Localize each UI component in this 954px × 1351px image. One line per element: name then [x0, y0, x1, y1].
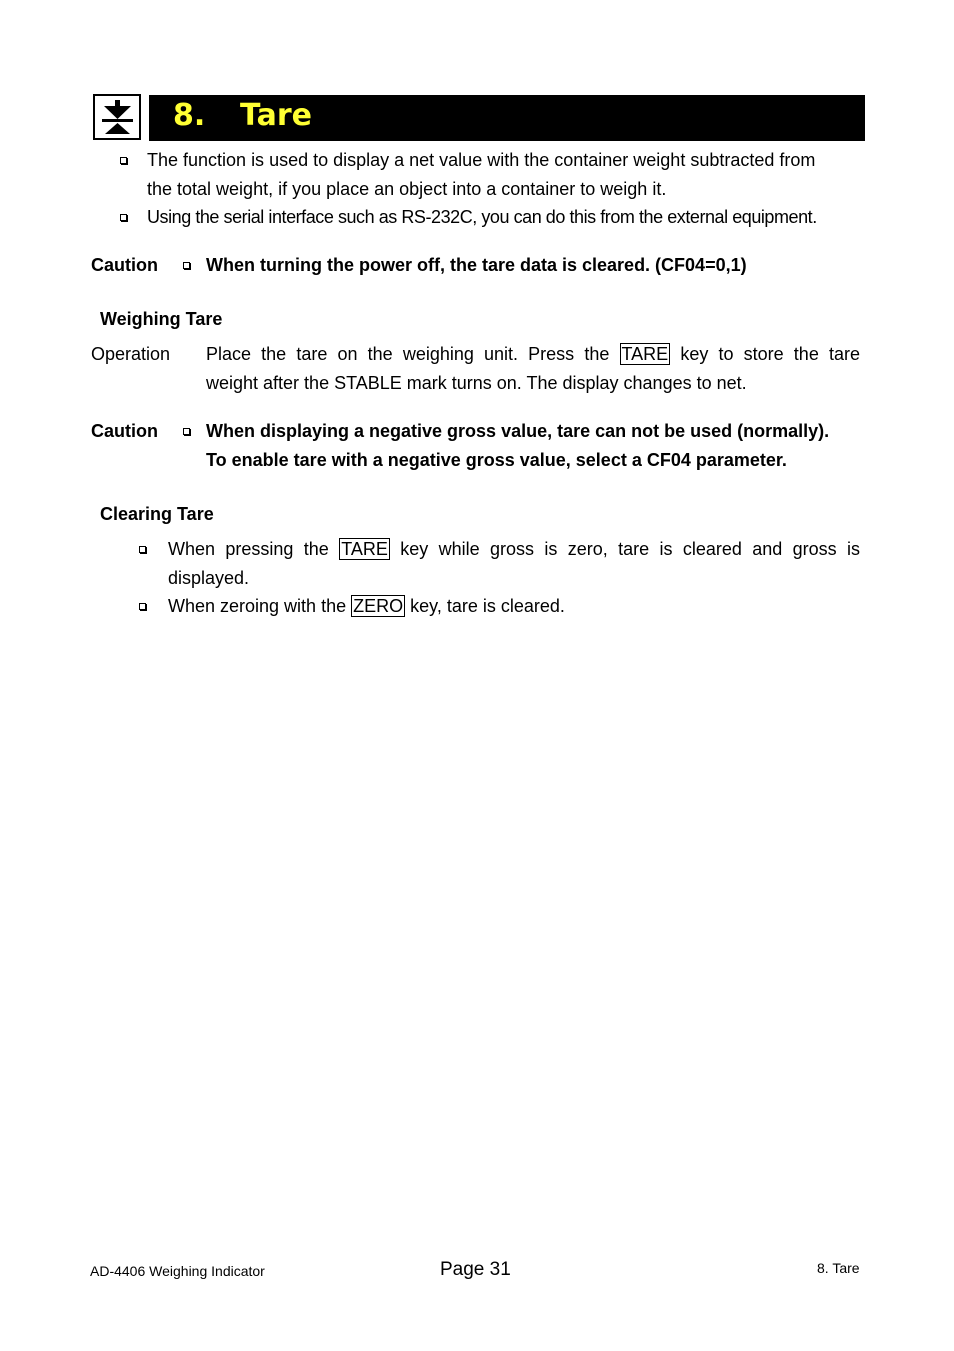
caution-2-line-1: When displaying a negative gross value, tare can not be used (normally). — [206, 421, 830, 441]
operation-label: Operation — [91, 344, 171, 364]
clearing-bullet-2-post: key, tare is cleared. — [410, 596, 565, 616]
tare-key-label-2: TARE — [341, 539, 388, 559]
bullet-icon — [120, 214, 127, 221]
bullet-icon — [183, 428, 190, 435]
clearing-bullet-1-line-1 — [168, 538, 860, 560]
weighing-tare-heading: Weighing Tare — [100, 309, 223, 329]
operation-line-1 — [206, 343, 860, 365]
clearing-bullet-1-post: key while gross is zero, tare is cleared and gross is — [400, 539, 860, 559]
caution-text: When turning the power off, the tare data is cleared. (CF04=0,1) — [206, 255, 747, 275]
operation-line-1-post: key to store the tare — [680, 344, 860, 364]
tare-arrow-icon — [95, 96, 139, 138]
operation-line-1-pre: Place the tare on the weighing unit. Press the — [206, 344, 610, 364]
clearing-bullet-2 — [168, 595, 565, 617]
clearing-bullet-1-pre: When pressing the — [168, 539, 329, 559]
clearing-tare-heading: Clearing Tare — [100, 504, 214, 524]
section-number: 8. — [173, 98, 206, 133]
caution-label: Caution — [91, 255, 158, 275]
bullet-icon — [120, 157, 127, 164]
tare-key-label: TARE — [621, 344, 669, 364]
intro-bullet-1-line-1: The function is used to display a net value with the container weight subtracted from — [147, 150, 816, 170]
footer-section: 8. Tare — [817, 1260, 860, 1276]
section-title: Tare — [240, 98, 312, 133]
tare-icon — [93, 94, 141, 140]
intro-bullet-2: Using the serial interface such as RS-232C, you can do this from the external equipment. — [147, 207, 817, 227]
caution-2-line-2: To enable tare with a negative gross value, select a CF04 parameter. — [206, 450, 787, 470]
caution-label-2: Caution — [91, 421, 158, 441]
footer-page-number: Page 31 — [440, 1259, 511, 1280]
bullet-icon — [183, 262, 190, 269]
bullet-icon — [139, 603, 146, 610]
clearing-bullet-1-line-2: displayed. — [168, 568, 250, 588]
clearing-bullet-2-pre: When zeroing with the — [168, 596, 347, 616]
bullet-icon — [139, 546, 146, 553]
footer-document-title: AD-4406 Weighing Indicator — [90, 1263, 265, 1279]
operation-line-2: weight after the STABLE mark turns on. The display changes to net. — [206, 373, 747, 393]
intro-bullet-1-line-2: the total weight, if you place an object into a container to weigh it. — [147, 179, 667, 199]
zero-key-label: ZERO — [353, 596, 404, 616]
